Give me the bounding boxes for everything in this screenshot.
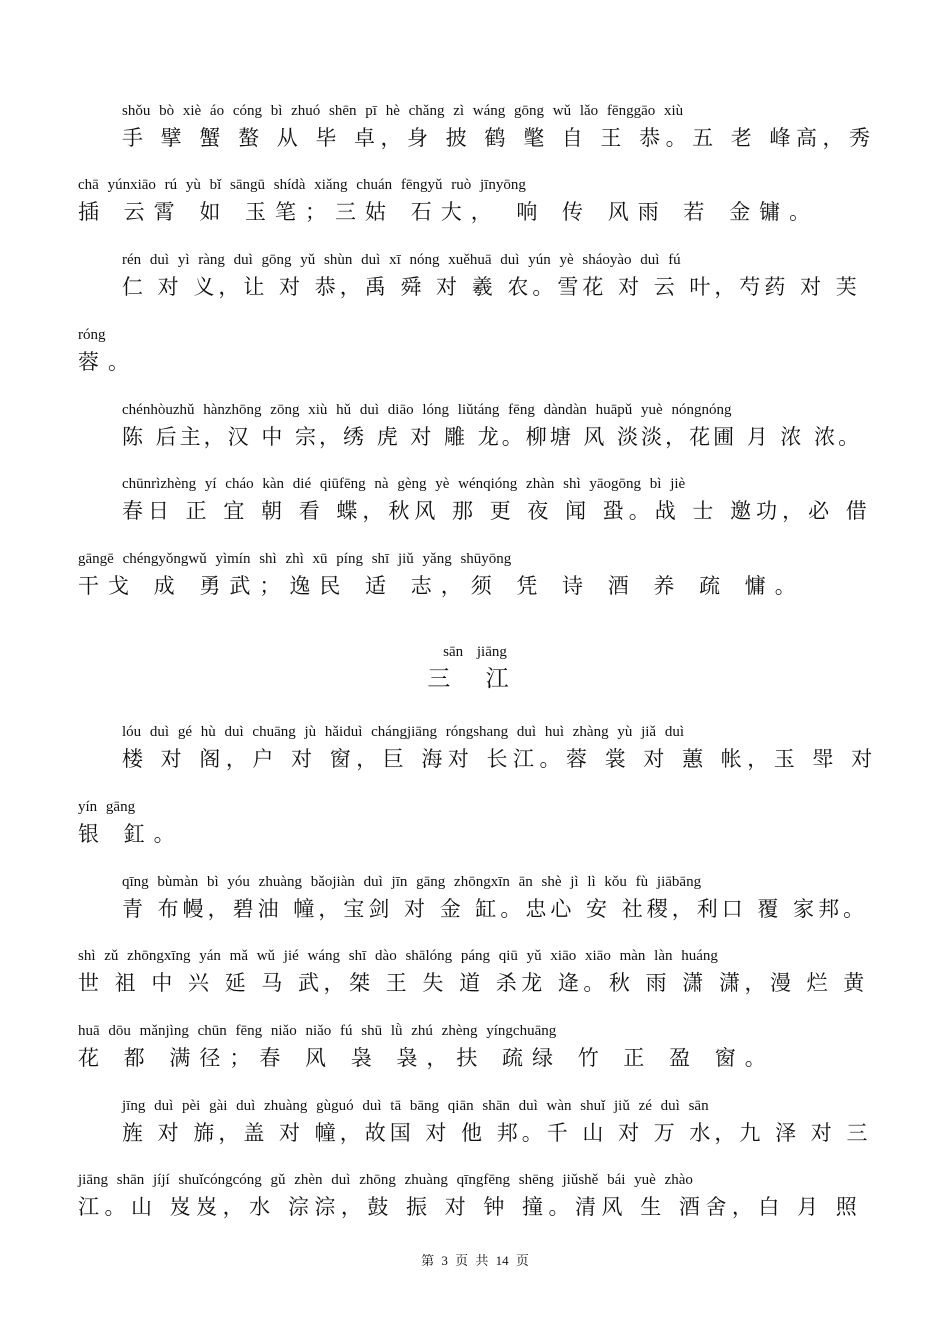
page-number-footer: 第 3 页 共 14 页 [421,1253,529,1268]
pinyin-line: yín gāng [78,799,136,815]
hanzi-line: 楼 对 阁，户 对 窗，巨 海对 长江。蓉 裳 对 蕙 帐，玉 斝 对 [122,747,878,771]
verse-line-7 [78,550,878,600]
pinyin-line: róng [78,327,106,343]
pinyin-line: shǒu bò xiè áo cóng bì zhuó shēn pī hè chǎng zì wáng gōng wǔ lǎo fēnggāo xiù [122,103,684,119]
verse-line-10 [122,873,878,923]
hanzi-line: 插 云霄 如 玉笔；三姑 石大， 响 传 风雨 若 金镛。 [78,200,820,224]
verse-line-9 [78,798,878,848]
verse-line-8 [122,723,878,773]
pinyin-line: rén duì yì ràng duì gōng yǔ shùn duì xī nóng xuěhuā duì yún yè sháoyào duì fú [122,252,681,268]
pinyin-line: lóu duì gé hù duì chuāng jù hǎiduì chángjiāng róngshang duì huì zhàng yù jiǎ duì [122,724,684,740]
pinyin-line: shì zǔ zhōngxīng yán mǎ wǔ jié wáng shī dào shālóng páng qiū yǔ xiāo xiāo màn làn huáng [78,948,718,964]
verse-line-1 [122,102,878,152]
section-title-pinyin: sān jiāng [443,644,507,660]
verse-line-12 [78,1022,878,1072]
hanzi-line: 江。山 岌岌，水 淙淙，鼓 振 对 钟 撞。清风 生 酒舍，白 月 照 [78,1195,863,1219]
section-title [0,643,950,693]
hanzi-line: 蓉。 [78,350,138,374]
hanzi-line: 世 祖 中 兴 延 马 武，桀 王 失 道 杀龙 逄。秋 雨 潇 潇，漫 烂 黄 [78,971,869,995]
verse-line-14 [78,1171,878,1221]
hanzi-line: 银 釭。 [78,822,184,846]
pinyin-line: jiāng shān jíjí shuǐcóngcóng gǔ zhèn duì zhōng zhuàng qīngfēng shēng jiǔshě bái yuè zhào [78,1172,693,1188]
hanzi-line: 干戈 成 勇武；逸民 适 志，须 凭 诗 酒 养 疏 慵。 [78,574,805,598]
hanzi-line: 花 都 满径；春 风 袅 袅，扶 疏绿 竹 正 盈 窗。 [78,1046,775,1070]
hanzi-line: 仁 对 义，让 对 恭，禹 舜 对 羲 农。雪花 对 云 叶，芍药 对 芙 [122,275,861,299]
pinyin-line: qīng bùmàn bì yóu zhuàng bǎojiàn duì jīn gāng zhōngxīn ān shè jì lì kǒu fù jiābāng [122,874,702,890]
verse-line-2 [78,176,878,226]
verse-line-13 [122,1097,878,1147]
pinyin-line: huā dōu mǎnjìng chūn fēng niǎo niǎo fú shū lǜ zhú zhèng yíngchuāng [78,1023,557,1039]
pinyin-line: chā yúnxiāo rú yù bǐ sāngū shídà xiǎng chuán fēngyǔ ruò jīnyōng [78,177,526,193]
verse-line-5 [122,401,878,451]
pinyin-line: chūnrìzhèng yí cháo kàn dié qiūfēng nà gèng yè wénqióng zhàn shì yāogōng bì jiè [122,476,686,492]
verse-line-3 [122,251,878,301]
pinyin-line: gāngē chéngyǒngwǔ yìmín shì zhì xū píng shī jiǔ yǎng shūyōng [78,551,512,567]
hanzi-line: 青 布幔，碧油 幢，宝剑 对 金 缸。忠心 安 社稷，利口 覆 家邦。 [122,897,869,921]
pinyin-line: jīng duì pèi gài duì zhuàng gùguó duì tā bāng qiān shān duì wàn shuǐ jiǔ zé duì sān [122,1098,709,1114]
hanzi-line: 陈 后主，汉 中 宗，绣 虎 对 雕 龙。柳塘 风 淡淡，花圃 月 浓 浓。 [122,425,863,449]
verse-line-4 [78,326,878,376]
verse-line-6 [122,475,878,525]
hanzi-line: 旌 对 旆，盖 对 幢，故国 对 他 邦。千 山 对 万 水，九 泽 对 三 [122,1121,872,1145]
verse-line-11 [78,947,878,997]
hanzi-line: 春日 正 宜 朝 看 蝶，秋风 那 更 夜 闻 蛩。战 士 邀功，必 借 [122,499,872,523]
section-title-hanzi: 三 江 [427,666,523,692]
hanzi-line: 手 擘 蟹 螯 从 毕 卓，身 披 鹤 氅 自 王 恭。五 老 峰高，秀 [122,126,876,150]
pinyin-line: chénhòuzhǔ hànzhōng zōng xiù hǔ duì diāo lóng liǔtáng fēng dàndàn huāpǔ yuè nóngnóng [122,402,732,418]
